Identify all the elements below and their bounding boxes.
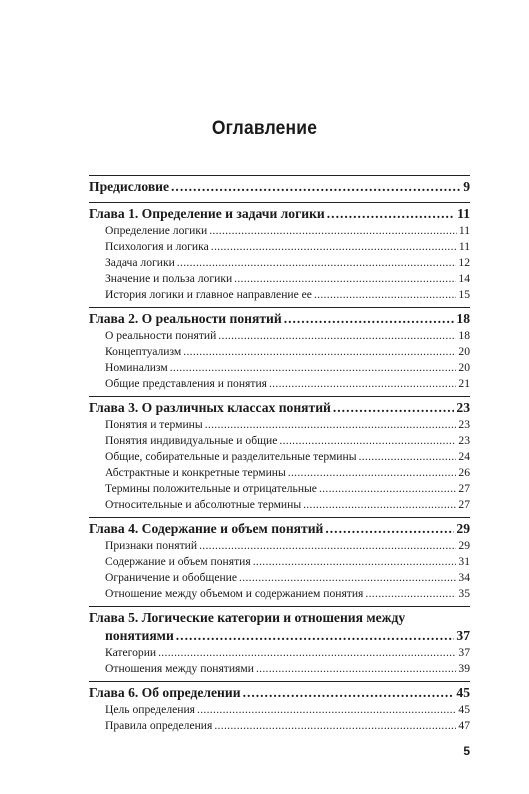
- toc-entry-title: Отношение между объемом и содержанием понятия: [105, 587, 364, 600]
- toc-entry: [89, 223, 470, 239]
- toc-entry-page: 11: [458, 224, 470, 237]
- toc-entry-page: 9: [463, 179, 470, 194]
- toc-chapter-title: Глава 3. О различных классах понятий: [89, 400, 331, 415]
- table-of-contents: [89, 175, 470, 738]
- leader-dots: [319, 481, 456, 497]
- leader-dots: [205, 417, 457, 433]
- toc-entry-title: Предисловие: [89, 179, 170, 194]
- toc-chapter-5: [89, 606, 470, 677]
- toc-chapter-3: [89, 396, 470, 513]
- leader-dots: [211, 239, 457, 255]
- leader-dots: [243, 684, 455, 702]
- toc-entry-page: 24: [458, 450, 470, 463]
- leader-dots: [199, 538, 456, 554]
- leader-dots: [218, 328, 456, 344]
- toc-entry-page: 14: [458, 272, 470, 285]
- toc-entry: [89, 449, 470, 465]
- toc-entry: [89, 497, 470, 513]
- toc-entry-title: Определение логики: [105, 224, 208, 237]
- toc-chapter-title: Глава 4. Содержание и объем понятий: [89, 521, 324, 536]
- toc-entry-page: 35: [458, 587, 470, 600]
- toc-entry-page: 37: [458, 646, 470, 659]
- toc-entry: [89, 417, 470, 433]
- toc-entry-page: 15: [458, 288, 470, 301]
- toc-chapter-title: Глава 6. Об определении: [89, 685, 241, 700]
- toc-entry-title: Правила определения: [105, 719, 213, 732]
- toc-entry: [89, 645, 470, 661]
- toc-entry: [89, 702, 470, 718]
- toc-entry: [89, 481, 470, 497]
- leader-dots: [177, 255, 457, 271]
- toc-entry: [89, 360, 470, 376]
- toc-entry-title: Абстрактные и конкретные термины: [105, 466, 286, 479]
- toc-entry: [89, 376, 470, 392]
- leader-dots: [170, 360, 457, 376]
- toc-entry-page: 45: [458, 703, 470, 716]
- toc-entry-page: 23: [458, 434, 470, 447]
- toc-chapter-title: Глава 1. Определение и задачи логики: [89, 206, 325, 221]
- toc-entry: [89, 328, 470, 344]
- toc-entry-title: Номинализм: [105, 361, 168, 374]
- toc-entry-page: 31: [458, 555, 470, 568]
- toc-entry: [89, 586, 470, 602]
- toc-chapter-heading: [89, 399, 470, 417]
- toc-entry: [89, 718, 470, 734]
- page-number: 5: [463, 744, 470, 758]
- toc-entry-page: 18: [458, 329, 470, 342]
- toc-chapter-title-line2: понятиями: [105, 628, 174, 643]
- leader-dots: [314, 287, 456, 303]
- toc-entry-title: Относительные и абсолютные термины: [105, 498, 302, 511]
- page-title: Оглавление: [211, 118, 318, 139]
- toc-entry-title: Концептуализм: [105, 345, 182, 358]
- toc-entry-page: 20: [458, 361, 470, 374]
- toc-entry: [89, 570, 470, 586]
- leader-dots: [303, 497, 456, 513]
- toc-entry-title: Психология и логика: [105, 240, 209, 253]
- toc-entry-title: Понятия и термины: [105, 418, 203, 431]
- leader-dots: [183, 344, 456, 360]
- toc-entry: [89, 433, 470, 449]
- toc-entry-page: 27: [458, 482, 470, 495]
- toc-entry-title: Общие представления и понятия: [105, 377, 267, 390]
- toc-entry-title: Понятия индивидуальные и общие: [105, 434, 278, 447]
- leader-dots: [209, 223, 457, 239]
- toc-entry-title: Цель определения: [105, 703, 195, 716]
- toc-chapter-heading: [89, 310, 470, 328]
- toc-entry-page: 47: [458, 719, 470, 732]
- toc-entry-page: 23: [458, 418, 470, 431]
- leader-dots: [197, 702, 456, 718]
- toc-entry: [89, 255, 470, 271]
- toc-entry-title: История логики и главное направление ее: [105, 288, 312, 301]
- toc-chapter-page: 11: [457, 206, 470, 221]
- toc-entry: [89, 661, 470, 677]
- leader-dots: [214, 718, 456, 734]
- toc-entry-title: Признаки понятий: [105, 539, 198, 552]
- toc-entry-page: 29: [458, 539, 470, 552]
- toc-entry-page: 21: [458, 377, 470, 390]
- toc-entry-page: 12: [458, 256, 470, 269]
- toc-preface: [89, 175, 470, 196]
- toc-chapter-page: 29: [456, 521, 470, 536]
- toc-entry: [89, 344, 470, 360]
- toc-entry-title: Термины положительные и отрицательные: [105, 482, 317, 495]
- toc-entry-title: Задача логики: [105, 256, 175, 269]
- toc-chapter-page: 45: [456, 685, 470, 700]
- leader-dots: [279, 433, 456, 449]
- toc-chapter-title: Глава 2. О реальности понятий: [89, 311, 282, 326]
- leader-dots: [333, 399, 455, 417]
- leader-dots: [158, 645, 456, 661]
- toc-chapter-6: [89, 681, 470, 734]
- toc-entry: [89, 538, 470, 554]
- toc-entry: [89, 287, 470, 303]
- toc-entry-title: Отношения между понятиями: [105, 662, 254, 675]
- toc-entry-title: Содержание и объем понятия: [105, 555, 251, 568]
- toc-entry: [89, 239, 470, 255]
- toc-chapter-page: 37: [456, 628, 470, 643]
- toc-chapter-heading: [89, 205, 470, 223]
- leader-dots: [171, 178, 461, 196]
- toc-entry-title: Ограничение и обобщение: [105, 571, 238, 584]
- toc-entry: [89, 554, 470, 570]
- toc-chapter-title-line1: Глава 5. Логические категории и отношения между: [89, 610, 406, 625]
- toc-chapter-2: [89, 307, 470, 392]
- leader-dots: [269, 376, 456, 392]
- leader-dots: [253, 554, 457, 570]
- toc-entry-title: О реальности понятий: [105, 329, 217, 342]
- leader-dots: [239, 570, 456, 586]
- toc-chapter-heading: [89, 627, 470, 645]
- leader-dots: [234, 271, 456, 287]
- toc-entry: [89, 271, 470, 287]
- toc-entry-title: Значение и польза логики: [105, 272, 233, 285]
- leader-dots: [327, 205, 455, 223]
- leader-dots: [176, 627, 455, 645]
- toc-entry-page: 34: [458, 571, 470, 584]
- toc-chapter-1: [89, 202, 470, 303]
- toc-entry-page: 39: [458, 662, 470, 675]
- toc-entry: [89, 465, 470, 481]
- toc-entry-title: Общие, собирательные и разделительные термины: [105, 450, 357, 463]
- toc-entry-page: 20: [458, 345, 470, 358]
- toc-entry: [89, 178, 470, 196]
- leader-dots: [359, 449, 457, 465]
- leader-dots: [365, 586, 456, 602]
- toc-chapter-4: [89, 517, 470, 602]
- toc-entry-title: Категории: [105, 646, 157, 659]
- toc-entry-page: 26: [458, 466, 470, 479]
- toc-entry-page: 27: [458, 498, 470, 511]
- leader-dots: [288, 465, 457, 481]
- leader-dots: [256, 661, 456, 677]
- toc-entry-page: 11: [458, 240, 470, 253]
- toc-chapter-page: 18: [456, 311, 470, 326]
- toc-chapter-page: 23: [456, 400, 470, 415]
- leader-dots: [284, 310, 455, 328]
- leader-dots: [325, 520, 454, 538]
- toc-chapter-heading: [89, 684, 470, 702]
- toc-chapter-heading: [89, 520, 470, 538]
